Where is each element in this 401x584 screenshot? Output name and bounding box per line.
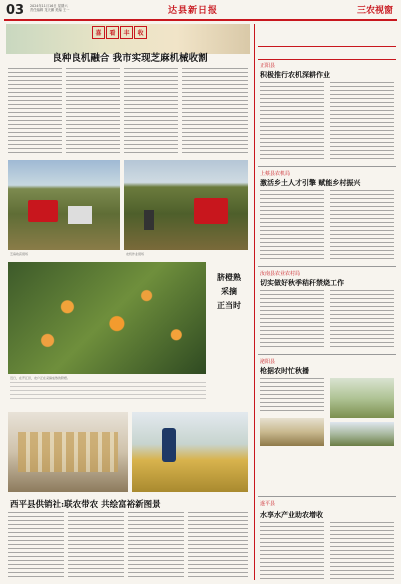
bottom-text-col-1 <box>8 512 64 580</box>
orange-photo-note: 近日，在开江县，农户正在采摘成熟的脐橙。 <box>10 376 71 380</box>
photo-caption-1: 芝麻收获现场 <box>10 252 29 256</box>
orange-photo-caption-lines <box>10 382 206 402</box>
article-2-text-a <box>260 190 324 262</box>
article-text-col-2 <box>66 68 120 154</box>
header-rule <box>4 19 397 21</box>
right-column-banner <box>258 46 396 60</box>
banner-seal-1: 喜 <box>92 26 105 39</box>
photo-caption-2: 农机作业现场 <box>126 252 145 256</box>
vertical-caption <box>210 270 248 312</box>
article-1-kicker: 正阳县 <box>260 63 276 69</box>
bottom-headline: 西平县供销社:联农带农 共绘富裕新图景 <box>10 500 161 510</box>
article-1-text-a <box>260 82 324 162</box>
article-1-text-b <box>330 82 394 162</box>
divider-3 <box>258 354 396 355</box>
photo-sowing <box>330 378 394 418</box>
bottom-text-col-2 <box>68 512 124 580</box>
article-5-text-b <box>330 522 394 580</box>
photo-market-2 <box>132 412 248 492</box>
banner-seal-4: 收 <box>134 26 147 39</box>
vertical-caption-line-1: 脐橙熟 <box>217 272 241 282</box>
article-4-kicker: 泌阳县 <box>260 359 276 365</box>
article-2-title: 激活乡土人才引擎 赋能乡村振兴 <box>260 178 361 187</box>
article-2-text-b <box>330 190 394 262</box>
banner-seal-2: 看 <box>106 26 119 39</box>
page-number: 03 <box>6 3 25 18</box>
divider-1 <box>258 166 396 167</box>
article-3-kicker: 汝南县农业农村局 <box>260 271 301 277</box>
date-line-2: 责任编辑 龙天鹏 美编 王一 <box>30 8 70 12</box>
article-1-title: 积极推行农机深耕作业 <box>260 70 330 79</box>
section-title: 三农视窗 <box>356 6 393 16</box>
photo-farm-2 <box>330 422 394 446</box>
article-3-title: 切实做好秋季秸秆禁烧工作 <box>260 278 344 287</box>
vertical-caption-line-2: 采摘 <box>221 286 237 296</box>
divider-2 <box>258 266 396 267</box>
banner-seal-3: 丰 <box>120 26 133 39</box>
newspaper-logo: 达县新日报 <box>168 6 219 16</box>
article-text-col-3 <box>124 68 178 154</box>
article-text-col-1 <box>8 68 62 154</box>
article-3-text-a <box>260 290 324 350</box>
date-line-1: 2024年11月16日 星期六 <box>30 4 68 8</box>
article-5-text-a <box>260 522 324 580</box>
bottom-text-col-3 <box>128 512 184 580</box>
article-4-text-a <box>260 378 324 414</box>
photo-field-machinery <box>124 160 248 250</box>
photo-farm-1 <box>260 418 324 446</box>
photo-market-1 <box>8 412 128 492</box>
article-text-col-4 <box>182 68 248 154</box>
column-divider <box>254 24 255 580</box>
photo-sesame-harvest <box>8 160 120 250</box>
vertical-caption-line-3: 正当时 <box>217 300 241 310</box>
article-5-title: 水享水产业助农增收 <box>260 510 323 519</box>
article-2-kicker: 上蔡县农机局 <box>260 171 291 177</box>
article-5-kicker: 遂平县 <box>260 501 276 507</box>
bottom-text-col-4 <box>188 512 248 580</box>
article-3-text-b <box>330 290 394 350</box>
date-line <box>30 4 69 12</box>
divider-4 <box>258 496 396 497</box>
photo-oranges <box>8 262 206 374</box>
article-4-title: 枪据农时忙秋播 <box>260 366 309 375</box>
main-headline: 良种良机融合 我市实现芝麻机械收割 <box>52 53 208 64</box>
